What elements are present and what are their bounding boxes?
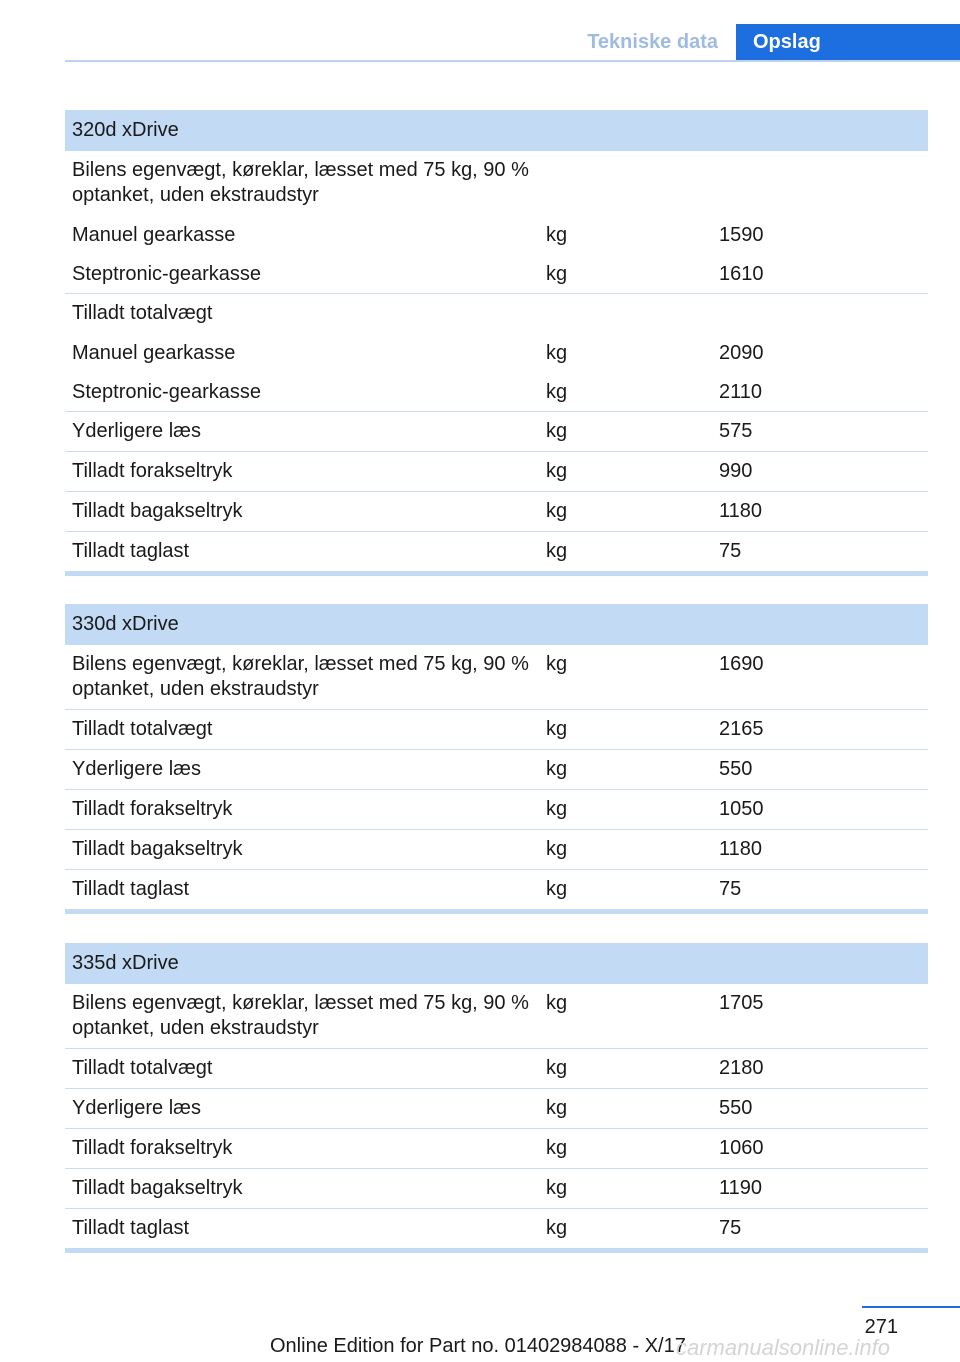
row-unit: kg — [546, 381, 568, 403]
row-unit: kg — [546, 838, 568, 860]
row-value — [712, 158, 928, 215]
row-value: 2180 — [719, 1057, 764, 1079]
row-unit: kg — [546, 460, 568, 482]
table-footer-bar — [65, 571, 928, 576]
edition-text: Online Edition for Part no. 01402984088 - X/17 — [270, 1335, 686, 1357]
spec-table-330d — [65, 604, 928, 914]
row-unit: kg — [546, 1057, 568, 1079]
row-unit: kg — [546, 1217, 568, 1239]
header-rule — [65, 60, 960, 62]
row-label: Tilladt taglast — [72, 878, 190, 900]
row-unit: kg — [546, 224, 568, 246]
row-label: Tilladt forakseltryk — [72, 798, 233, 820]
row-label: Yderligere læs — [72, 420, 201, 442]
row-unit: kg — [546, 420, 568, 442]
row-label: Tilladt bagakseltryk — [72, 500, 243, 522]
table-footer-bar — [65, 909, 928, 914]
row-label: Manuel gearkasse — [72, 342, 236, 364]
row-label: Tilladt forakseltryk — [72, 1137, 233, 1159]
table-row — [65, 372, 928, 411]
row-label: Tilladt bagakseltryk — [72, 838, 243, 860]
table-row — [65, 215, 928, 254]
row-unit: kg — [546, 718, 568, 740]
table-row — [65, 789, 928, 829]
row-unit — [540, 301, 712, 333]
table-row — [65, 1168, 928, 1208]
spec-table-335d — [65, 943, 928, 1253]
row-unit: kg — [546, 798, 568, 820]
row-label: Tilladt totalvægt — [72, 302, 213, 324]
table-footer-bar — [65, 1248, 928, 1253]
table-row — [65, 1128, 928, 1168]
row-value: 1590 — [719, 224, 764, 246]
row-label: Bilens egenvægt, køreklar, læsset med 75 kg, 90 % optanket, uden ekstraudstyr — [72, 992, 529, 1039]
table-row — [65, 451, 928, 491]
row-label: Tilladt bagakseltryk — [72, 1177, 243, 1199]
row-value: 990 — [719, 460, 753, 482]
row-value: 1180 — [719, 500, 763, 522]
row-value: 1060 — [719, 1137, 764, 1159]
row-label: Steptronic-gearkasse — [72, 263, 261, 285]
table-row — [65, 1048, 928, 1088]
table-row — [65, 1208, 928, 1248]
footer-rule — [862, 1306, 960, 1308]
row-value: 75 — [719, 1217, 742, 1239]
row-value: 575 — [719, 420, 753, 442]
table-row — [65, 531, 928, 571]
section-tab[interactable]: Tekniske data — [587, 31, 718, 53]
row-unit: kg — [546, 1097, 568, 1119]
row-label: Bilens egenvægt, køreklar, læsset med 75 kg, 90 % optanket, uden ekstraudstyr — [72, 653, 529, 700]
table-header: 320d xDrive — [65, 110, 928, 151]
row-value: 75 — [719, 878, 742, 900]
row-unit: kg — [546, 1177, 568, 1199]
table-row — [65, 709, 928, 749]
watermark-text: carmanualsonline.info — [676, 1335, 891, 1360]
table-row — [65, 491, 928, 531]
table-row — [65, 254, 928, 293]
table-row — [65, 749, 928, 789]
row-label: Yderligere læs — [72, 1097, 201, 1119]
row-label: Tilladt taglast — [72, 540, 190, 562]
table-header: 330d xDrive — [65, 604, 928, 645]
table-row — [65, 1088, 928, 1128]
row-value: 2090 — [719, 342, 764, 364]
active-tab[interactable]: Opslag — [736, 24, 960, 61]
page-number: 271 — [864, 1316, 898, 1338]
row-label: Tilladt totalvægt — [72, 1057, 213, 1079]
row-value: 1190 — [719, 1177, 763, 1199]
row-unit: kg — [546, 263, 568, 285]
row-unit: kg — [546, 342, 568, 364]
table-row — [65, 829, 928, 869]
row-unit: kg — [546, 992, 568, 1014]
table-row — [65, 293, 928, 333]
row-label: Tilladt forakseltryk — [72, 460, 233, 482]
row-label: Manuel gearkasse — [72, 224, 236, 246]
row-unit: kg — [546, 758, 568, 780]
row-value: 1180 — [719, 838, 763, 860]
row-value — [712, 301, 928, 333]
row-label: Bilens egenvægt, køreklar, læsset med 75 kg, 90 % optanket, uden ekstraudstyr — [72, 159, 529, 206]
table-row — [65, 984, 928, 1048]
row-value: 75 — [719, 540, 742, 562]
table-row — [65, 645, 928, 709]
row-label: Tilladt taglast — [72, 1217, 190, 1239]
row-unit: kg — [546, 653, 568, 675]
row-value: 550 — [719, 1097, 753, 1119]
table-row — [65, 869, 928, 909]
table-row — [65, 411, 928, 451]
table-row — [65, 333, 928, 372]
row-value: 2110 — [719, 381, 763, 403]
row-unit: kg — [546, 1137, 568, 1159]
row-label: Steptronic-gearkasse — [72, 381, 261, 403]
row-label: Tilladt totalvægt — [72, 718, 213, 740]
row-unit: kg — [546, 500, 568, 522]
row-value: 2165 — [719, 718, 764, 740]
row-value: 1050 — [719, 798, 764, 820]
row-value: 550 — [719, 758, 753, 780]
row-value: 1690 — [719, 653, 764, 675]
row-label: Yderligere læs — [72, 758, 201, 780]
row-unit: kg — [546, 540, 568, 562]
row-value: 1610 — [719, 263, 764, 285]
table-header: 335d xDrive — [65, 943, 928, 984]
row-unit: kg — [546, 878, 568, 900]
spec-table-320d — [65, 110, 928, 576]
table-row — [65, 151, 928, 215]
row-value: 1705 — [719, 992, 764, 1014]
header-tabs — [567, 24, 960, 61]
row-unit — [540, 158, 712, 215]
